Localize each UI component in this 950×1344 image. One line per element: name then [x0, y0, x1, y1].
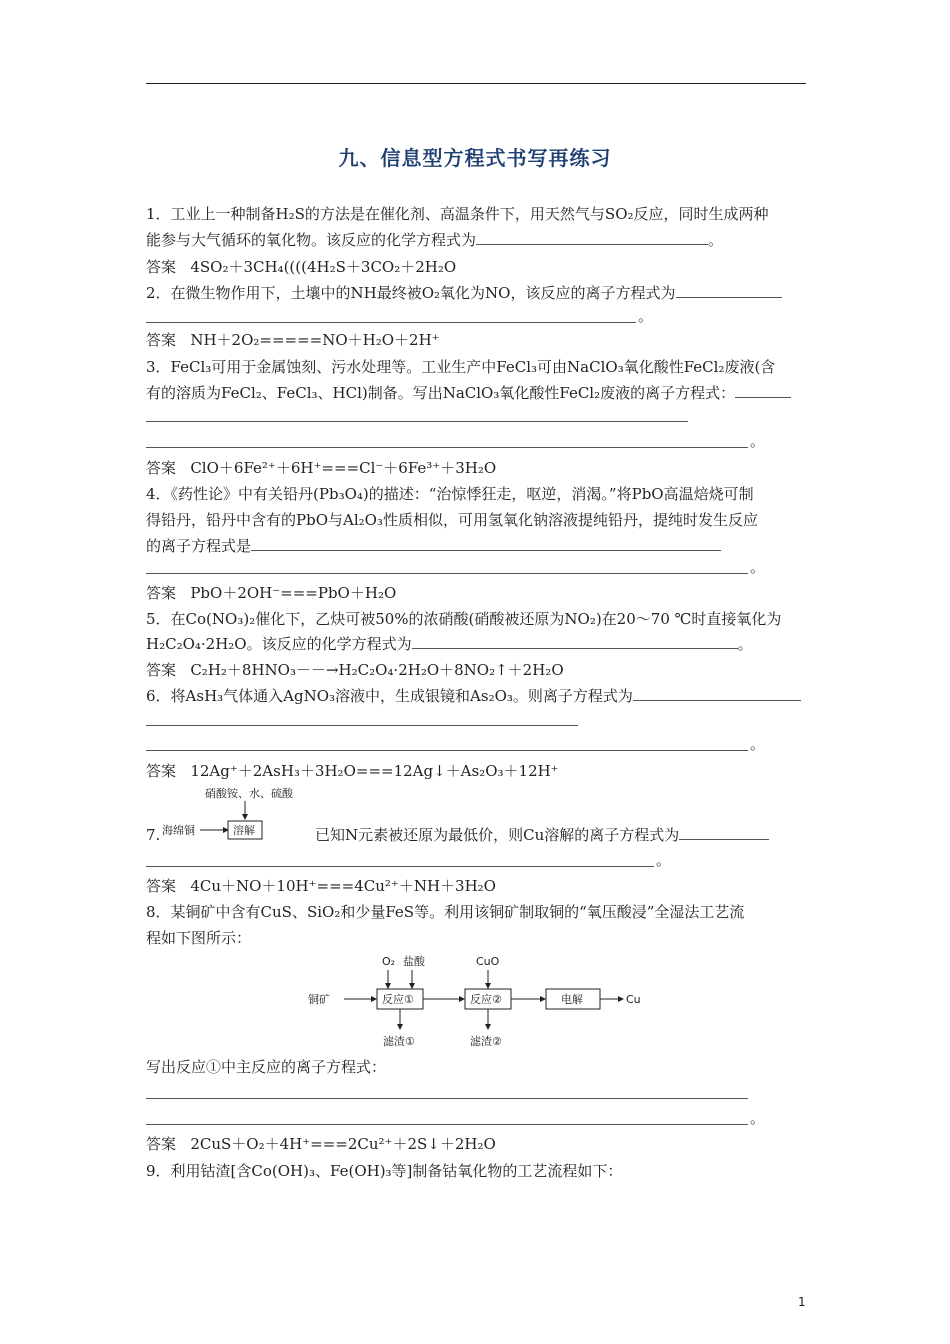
- q8-period: 。: [750, 1109, 766, 1127]
- q8-input-o2: O₂: [382, 955, 396, 968]
- q6-answer-blank[interactable]: [633, 685, 801, 701]
- q5-line2: H₂C₂O₄·2H₂O。该反应的化学方程式为 。: [146, 635, 753, 653]
- q2-answer-line[interactable]: [146, 322, 636, 323]
- q8-line2: 程如下图所示：: [146, 929, 252, 947]
- q8-start-label: 铜矿: [308, 993, 330, 1006]
- q8-flow-diagram: [300, 952, 650, 1052]
- q4-answer-blank[interactable]: [251, 535, 721, 551]
- q2-answer: 答案 NH＋2O₂=====NO＋H₂O＋2H⁺: [146, 331, 440, 349]
- q6-answer-line-2[interactable]: [146, 750, 748, 751]
- q8-residue1-label: 滤渣①: [383, 1035, 415, 1048]
- q4-line2: 得铅丹，铅丹中含有的PbO与Al₂O₃性质相似，可用氢氧化钠溶液提纯铅丹，提纯时发生反应: [146, 511, 758, 529]
- q7-answer-line[interactable]: [146, 866, 654, 867]
- q8-input-hcl: 盐酸: [403, 955, 425, 968]
- q7-number: 7.: [146, 826, 161, 844]
- q8-box2-label: 反应②: [470, 993, 502, 1006]
- q4-line1: 4．《药性论》中有关铅丹(Pb₃O₄)的描述：“治惊悸狂走，呕逆，消渴。”将PbO高温焙烧可制: [146, 485, 754, 503]
- q3-answer-line-2[interactable]: [146, 447, 748, 448]
- q3-period: 。: [750, 432, 766, 450]
- q7-diagram: [160, 783, 320, 843]
- q1-answer: 答案 4SO₂＋3CH₄((((4H₂S＋3CO₂＋2H₂O: [146, 258, 457, 276]
- q8-answer-line-2[interactable]: [146, 1124, 748, 1125]
- page-number: 1: [798, 1295, 806, 1309]
- q7-answer: 答案 4Cu＋NO＋10H⁺===4Cu²⁺＋NH＋3H₂O: [146, 877, 496, 895]
- q2-period: 。: [638, 307, 654, 325]
- q5-answer-blank[interactable]: [412, 633, 738, 649]
- q4-answer-line[interactable]: [146, 573, 748, 574]
- q8-box3-label: 电解: [561, 993, 583, 1006]
- q8-prompt: 写出反应①中主反应的离子方程式：: [146, 1058, 387, 1076]
- q8-answer-line-1[interactable]: [146, 1098, 748, 1099]
- q3-line1: 3．FeCl₃可用于金属蚀刻、污水处理等。工业生产中FeCl₃可由NaClO₃氧化酸性FeCl₂废液(含: [146, 358, 776, 376]
- q7-box-label: 溶解: [233, 824, 255, 837]
- q7-period: 。: [656, 851, 672, 869]
- q6-answer: 答案 12Ag⁺＋2AsH₃＋3H₂O===12Ag↓＋As₂O₃＋12H⁺: [146, 762, 559, 780]
- q4-answer: 答案 PbO＋2OH⁻===PbO＋H₂O: [146, 584, 397, 602]
- q1-line2: 能参与大气循环的氧化物。该反应的化学方程式为 。: [146, 231, 724, 249]
- q3-answer-line-1[interactable]: [146, 421, 688, 422]
- q6-period: 。: [750, 735, 766, 753]
- q8-residue2-label: 滤渣②: [470, 1035, 502, 1048]
- q8-box1-label: 反应①: [382, 993, 414, 1006]
- q3-answer: 答案 ClO＋6Fe²⁺＋6H⁺===Cl⁻＋6Fe³⁺＋3H₂O: [146, 459, 497, 477]
- q5-answer: 答案 C₂H₂＋8HNO₃－－→H₂C₂O₄·2H₂O＋8NO₂↑＋2H₂O: [146, 661, 564, 679]
- q7-line1: 已知N元素被还原为最低价，则Cu溶解的离子方程式为: [315, 824, 769, 846]
- q3-line2: 有的溶质为FeCl₂、FeCl₃、HCl)制备。写出NaClO₃氧化酸性FeCl₂废液的离子方程式：: [146, 382, 791, 404]
- q4-period: 。: [750, 558, 766, 576]
- q8-answer: 答案 2CuS＋O₂＋4H⁺===2Cu²⁺＋2S↓＋2H₂O: [146, 1135, 496, 1153]
- page-title: 九、信息型方程式书写再练习: [338, 146, 612, 170]
- q7-input-label: 海绵铜: [162, 824, 195, 837]
- q5-line1: 5．在Co(NO₃)₂催化下，乙炔可被50%的浓硝酸(硝酸被还原为NO₂)在20～70 ℃时直接氧化为: [146, 610, 782, 628]
- q2-line1: 2．在微生物作用下，土壤中的NH最终被O₂氧化为NO，该反应的离子方程式为: [146, 282, 782, 304]
- q6-line1: 6．将AsH₃气体通入AgNO₃溶液中，生成银镜和As₂O₃。则离子方程式为: [146, 685, 801, 707]
- q4-line3: 的离子方程式是: [146, 535, 721, 557]
- q7-reagents-label: 硝酸铵、水、硫酸: [205, 787, 293, 800]
- header-rule: [146, 83, 806, 84]
- q8-line1: 8．某铜矿中含有CuS、SiO₂和少量FeS等。利用该铜矿制取铜的“氧压酸浸”全湿法工艺流: [146, 903, 745, 921]
- q7-answer-blank[interactable]: [679, 824, 769, 840]
- q1-line1: 1．工业上一种制备H₂S的方法是在催化剂、高温条件下，用天然气与SO₂反应，同时生成两种: [146, 205, 769, 223]
- q3-answer-blank[interactable]: [735, 382, 791, 398]
- q8-end-label: Cu: [626, 993, 641, 1006]
- q2-answer-blank[interactable]: [676, 282, 782, 298]
- q6-answer-line-1[interactable]: [146, 725, 578, 726]
- q1-answer-blank[interactable]: [476, 229, 708, 245]
- q8-input-cuo: CuO: [476, 955, 500, 968]
- q9-line1: 9．利用钴渣[含Co(OH)₃、Fe(OH)₃等]制备钴氧化物的工艺流程如下：: [146, 1162, 623, 1180]
